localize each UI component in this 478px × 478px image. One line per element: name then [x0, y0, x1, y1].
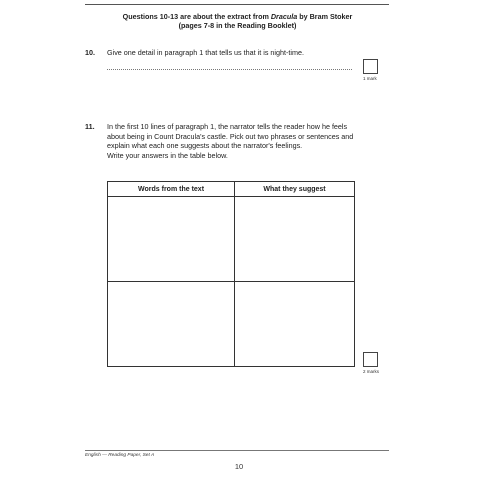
- question-11-text: [107, 122, 362, 160]
- question-10-answer-line[interactable]: [107, 68, 352, 70]
- question-10-text: Give one detail in paragraph 1 that tells us that it is night-time.: [107, 48, 304, 57]
- answer-cell-words-2[interactable]: [108, 282, 235, 367]
- table-header-row: [108, 182, 355, 197]
- answer-cell-words-1[interactable]: [108, 197, 235, 282]
- question-11-number: 11.: [85, 122, 95, 131]
- question-10-mark-label: 1 mark: [363, 76, 377, 81]
- answer-table: [107, 181, 355, 367]
- footer-paper-label: English — Reading Paper, Set A: [85, 453, 155, 458]
- footer-rule: [85, 450, 389, 451]
- question-11-line-1: In the first 10 lines of paragraph 1, the narrator tells the reader how he feels: [107, 122, 348, 131]
- question-10-number: 10.: [85, 48, 95, 57]
- answer-cell-suggest-2[interactable]: [235, 282, 355, 367]
- top-rule: [85, 4, 389, 5]
- question-11-mark-label: 2 marks: [363, 369, 380, 374]
- question-11-line-4: Write your answers in the table below.: [107, 150, 228, 160]
- page-number: 10: [234, 462, 244, 471]
- heading-line-1: Questions 10-13 are about the extract from Dracula by Bram Stoker: [122, 12, 353, 21]
- answer-cell-suggest-1[interactable]: [235, 197, 355, 282]
- table-row: [108, 197, 355, 282]
- question-10-mark-box: [363, 59, 378, 74]
- book-title: Dracula: [270, 12, 298, 21]
- question-11-mark-box: [363, 352, 378, 367]
- column-header-words: Words from the text: [108, 182, 235, 197]
- column-header-suggest: What they suggest: [235, 182, 355, 197]
- question-11-line-3: explain what each one suggests about the narrator's feelings.: [107, 141, 303, 150]
- section-heading: [85, 12, 390, 30]
- heading-line-2: (pages 7-8 in the Reading Booklet): [178, 21, 297, 30]
- question-11-line-2: about being in Count Dracula's castle. Pick out two phrases or sentences and: [107, 131, 354, 141]
- table-row: [108, 282, 355, 367]
